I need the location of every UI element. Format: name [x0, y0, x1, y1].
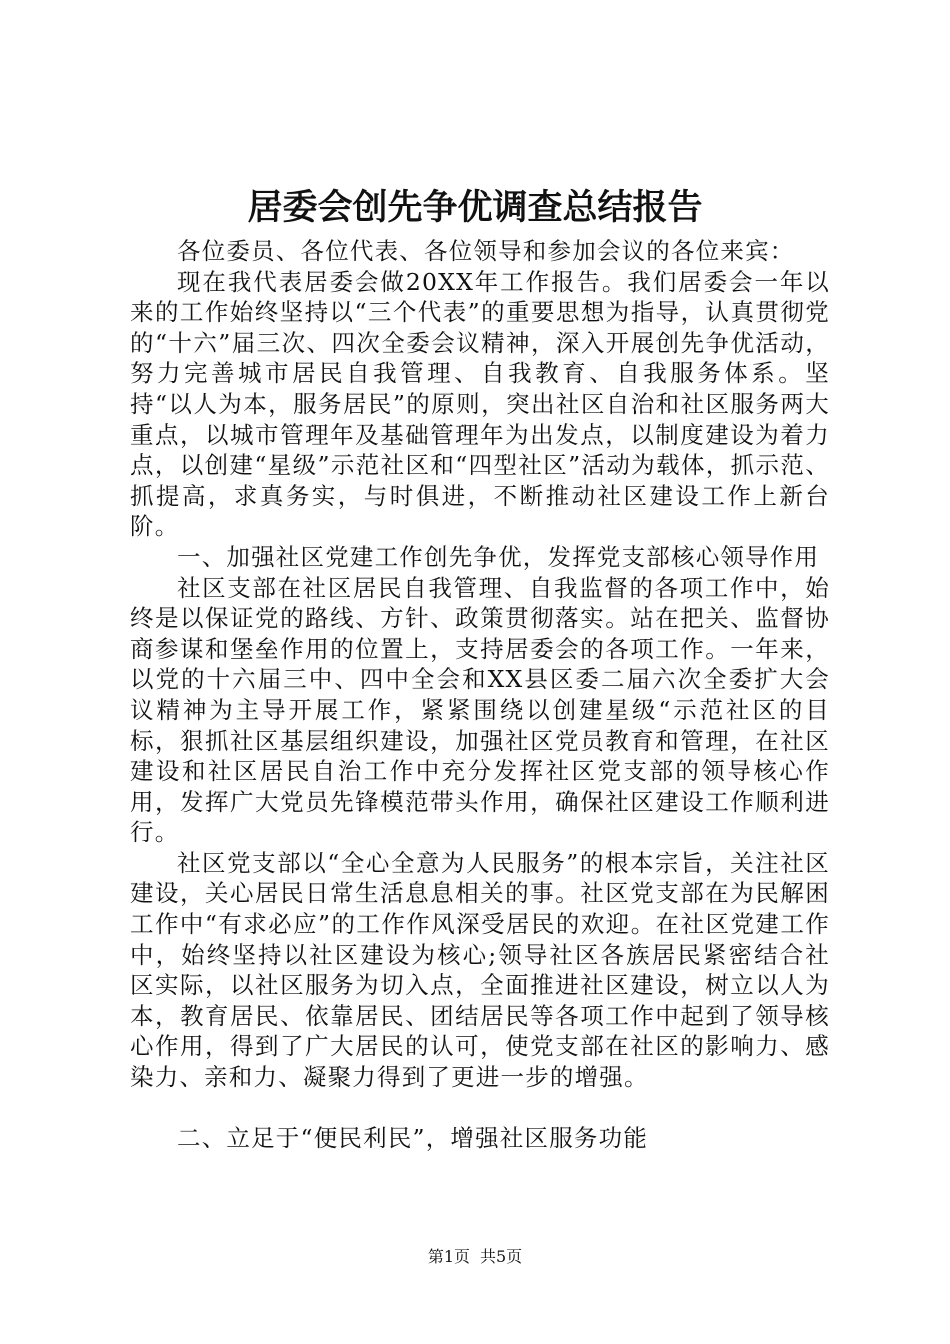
section-heading-1: 一、加强社区党建工作创先争优，发挥党支部核心领导作用 — [177, 542, 820, 571]
page-footer — [0, 1244, 950, 1267]
section-heading-2: 二、立足于“便民利民”，增强社区服务功能 — [177, 1123, 649, 1152]
intro-paragraph: 现在我代表居委会做20XX年工作报告。我们居委会一年以来的工作始终坚持以“三个代表”的重要思想为指导，认真贯彻党的“十六”届三次、四次全委会议精神，深入开展创先争优活动，努力完善城市居民自我管理、自我教育、自我服务体系。坚持“以人为本，服务居民”的原则，突出社区自治和社区服务两大重点，以城市管理年及基础管理年为出发点，以制度建设为着力点，以创建“星级”示范社区和“四型社区”活动为载体，抓示范、抓提高，求真务实，与时俱进，不断推动社区建设工作上新台阶。 — [130, 267, 830, 541]
page-number-total: 共5页 — [480, 1247, 523, 1266]
body-paragraph: 社区党支部以“全心全意为人民服务”的根本宗旨，关注社区建设，关心居民日常生活息息相关的事。社区党支部在为民解困工作中“有求必应”的工作作风深受居民的欢迎。在社区党建工作中，始终坚持以社区建设为核心;领导社区各族居民紧密结合社区实际，以社区服务为切入点，全面推进社区建设，树立以人为本，教育居民、依靠居民、团结居民等各项工作中起到了领导核心作用，得到了广大居民的认可，使党支部在社区的影响力、感染力、亲和力、凝聚力得到了更进一步的增强。 — [130, 848, 830, 1092]
page-number-current: 第1页 — [427, 1247, 470, 1266]
salutation-paragraph: 各位委员、各位代表、各位领导和参加会议的各位来宾： — [177, 237, 795, 265]
document-title: 居委会创先争优调查总结报告 — [247, 187, 703, 228]
document-body — [130, 236, 830, 1153]
body-paragraph: 社区支部在社区居民自我管理、自我监督的各项工作中，始终是以保证党的路线、方针、政策贯彻落实。站在把关、监督协商参谋和堡垒作用的位置上，支持居委会的各项工作。一年来，以党的十六届三中、四中全会和XX县区委二届六次全委扩大会议精神为主导开展工作，紧紧围绕以创建星级“示范社区的目标，狠抓社区基层组织建设，加强社区党员教育和管理，在社区建设和社区居民自治工作中充分发挥社区党支部的领导核心作用，发挥广大党员先锋模范带头作用，确保社区建设工作顺利进行。 — [130, 573, 830, 847]
